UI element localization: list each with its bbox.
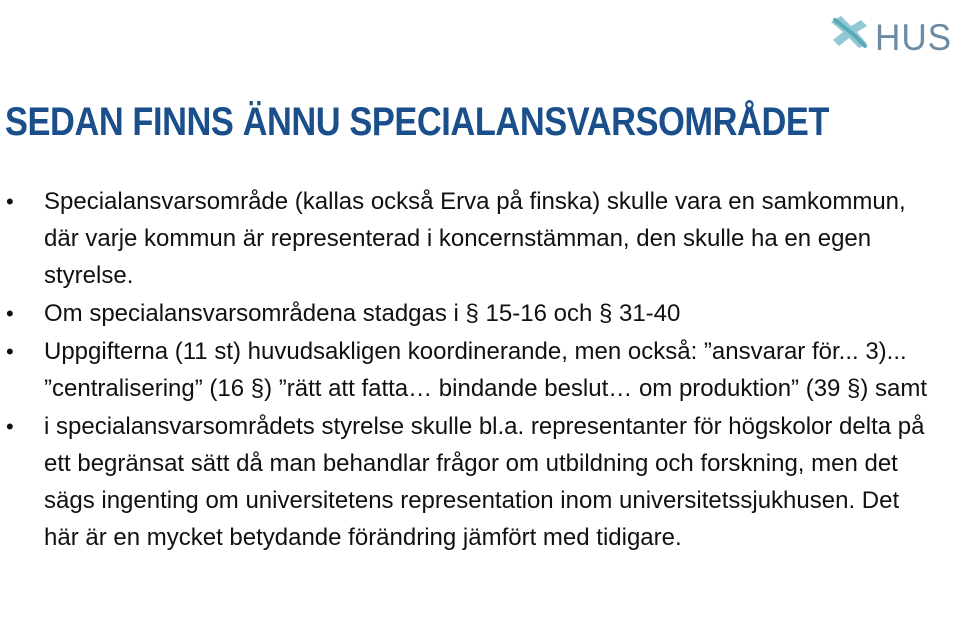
bullet-text-3: Uppgifterna (11 st) huvudsakligen koordinerande, men också: ”ansvarar för... 3)... ”centralisering” (16 §) ”rätt att fatta… bindande beslut… om produktion” (39 §) samt <box>44 338 928 402</box>
bullet-dot-icon: • <box>6 189 14 214</box>
bullet-text-1: Specialansvarsområde (kallas också Erva på finska) skulle vara en samkommun, där varje kommun är representerad i koncernstämman, den skulle ha en egen styrelse. <box>44 188 906 289</box>
bullet-dot-icon: • <box>6 414 14 439</box>
bullet-item-4 <box>0 408 960 556</box>
bullet-text-2: Om specialansvarsområdena stadgas i § 15-16 och § 31-40 <box>44 300 681 327</box>
bullet-list <box>0 183 960 557</box>
bullet-dot-icon: • <box>6 301 14 326</box>
bullet-text-4: i specialansvarsområdets styrelse skulle bl.a. representanter för högskolor delta på ett begränsat sätt då man behandlar frågor om utbildning och forskning, men det sägs ingenting om universitetens representation inom universitetssjukhusen. Det här är en mycket betydande förändring jämfört med tidigare. <box>44 413 925 551</box>
bullet-item-3 <box>0 333 960 407</box>
logo-text: HUS <box>874 17 952 58</box>
hus-logo <box>827 6 956 56</box>
slide-title: SEDAN FINNS ÄNNU SPECIALANSVARSOMRÅDET <box>5 100 829 144</box>
hus-cross-icon <box>827 12 873 52</box>
bullet-item-2 <box>0 295 960 332</box>
bullet-dot-icon: • <box>6 339 14 364</box>
bullet-item-1 <box>0 183 960 294</box>
